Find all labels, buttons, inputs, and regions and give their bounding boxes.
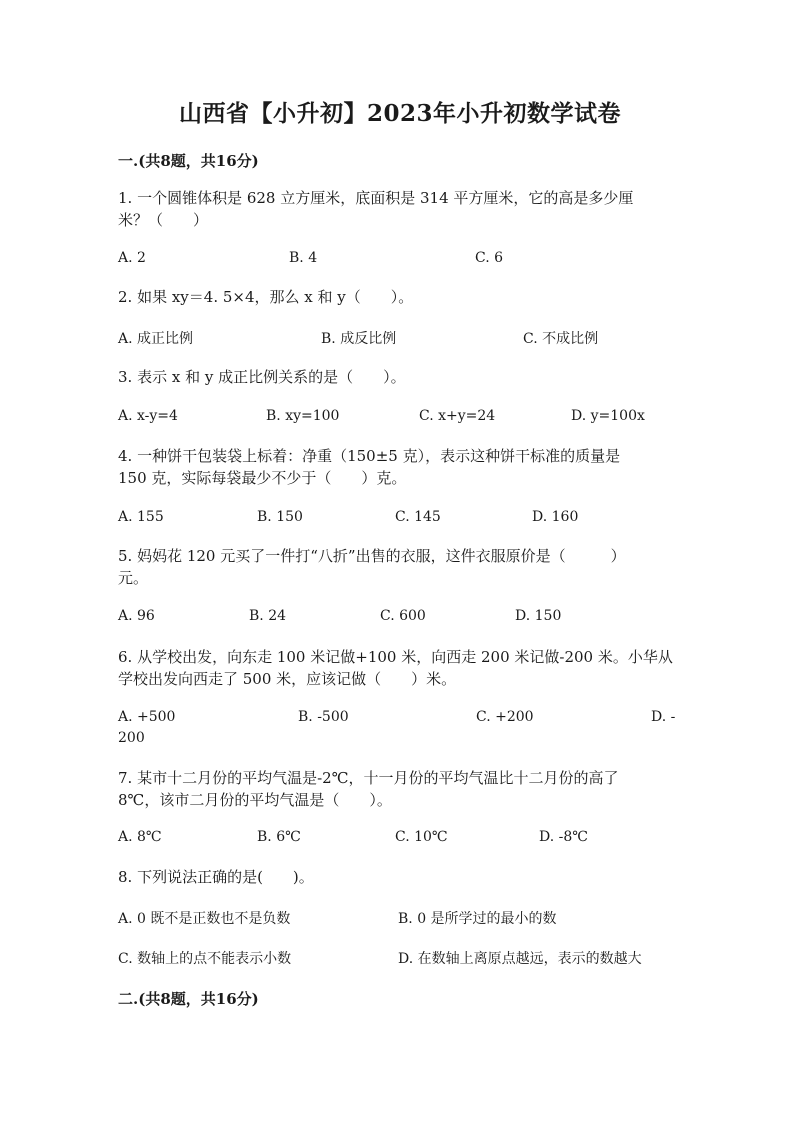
question-6 — [118, 646, 678, 690]
option-b: B. 成反比例 — [321, 331, 397, 347]
option-d: D. 160 — [532, 509, 579, 525]
option-d: D. -8℃ — [539, 829, 588, 845]
option-b: B. 4 — [289, 250, 318, 266]
option-a: A. 2 — [118, 250, 146, 266]
question-line: 6. 从学校出发，向东走 100 米记做+100 米，向西走 200 米记做-200 米。小华从 — [118, 648, 673, 666]
option-a: A. +500 — [118, 709, 176, 725]
question-line: 米？（ ） — [118, 211, 209, 229]
option-d: D. 150 — [515, 608, 562, 624]
option-a: A. 8℃ — [118, 829, 162, 845]
question-line: 8. 下列说法正确的是( )。 — [118, 868, 314, 886]
question-line: 2. 如果 xy＝4. 5×4，那么 x 和 y（ ）。 — [118, 288, 414, 306]
option-a: A. 96 — [118, 608, 155, 624]
section-heading-2: 二.(共8题，共16分) — [118, 990, 259, 1008]
option-a: A. 成正比例 — [118, 331, 194, 347]
question-line: 7. 某市十二月份的平均气温是-2℃，十一月份的平均气温比十二月份的高了 — [118, 769, 619, 787]
option-d-continued: 200 — [118, 730, 145, 746]
option-b: B. 0 是所学过的最小的数 — [398, 911, 557, 927]
option-d: D. - — [651, 709, 676, 725]
question-line: 1. 一个圆锥体积是 628 立方厘米，底面积是 314 平方厘米，它的高是多少厘 — [118, 189, 634, 207]
question-line: 学校出发向西走了 500 米，应该记做（ ）米。 — [118, 670, 457, 688]
question-line: 5. 妈妈花 120 元买了一件打“八折”出售的衣服，这件衣服原价是（ ） — [118, 547, 626, 565]
question-3 — [118, 366, 678, 388]
option-c: C. 数轴上的点不能表示小数 — [118, 951, 292, 967]
question-line: 元。 — [118, 569, 149, 587]
option-c: C. 600 — [380, 608, 426, 624]
question-line: 8℃，该市二月份的平均气温是（ ）。 — [118, 791, 392, 809]
option-b: B. 24 — [249, 608, 287, 624]
option-d: D. 在数轴上离原点越远，表示的数越大 — [398, 951, 642, 967]
option-c: C. x+y=24 — [419, 408, 496, 424]
option-a: A. 155 — [118, 509, 164, 525]
option-b: B. xy=100 — [266, 408, 340, 424]
option-c: C. 6 — [475, 250, 504, 266]
option-c: C. 10℃ — [395, 829, 448, 845]
question-line: 4. 一种饼干包装袋上标着：净重（150±5 克），表示这种饼干标准的质量是 — [118, 447, 621, 465]
question-1 — [118, 187, 678, 231]
question-line: 3. 表示 x 和 y 成正比例关系的是（ ）。 — [118, 368, 406, 386]
page-title: 山西省【小升初】2023年小升初数学试卷 — [178, 100, 621, 127]
option-c: C. 145 — [395, 509, 441, 525]
question-5 — [118, 545, 678, 589]
option-b: B. 150 — [257, 509, 303, 525]
question-4 — [118, 445, 678, 489]
question-line: 150 克，实际每袋最少不少于（ ）克。 — [118, 469, 407, 487]
option-c: C. +200 — [476, 709, 534, 725]
option-b: B. -500 — [298, 709, 349, 725]
option-c: C. 不成比例 — [523, 331, 599, 347]
option-d: D. y=100x — [571, 408, 645, 424]
option-a: A. x-y=4 — [118, 408, 178, 424]
question-7 — [118, 767, 678, 811]
question-2 — [118, 286, 678, 308]
option-a: A. 0 既不是正数也不是负数 — [118, 911, 291, 927]
option-b: B. 6℃ — [257, 829, 301, 845]
section-heading-1: 一.(共8题，共16分) — [118, 152, 259, 170]
question-8 — [118, 866, 678, 888]
